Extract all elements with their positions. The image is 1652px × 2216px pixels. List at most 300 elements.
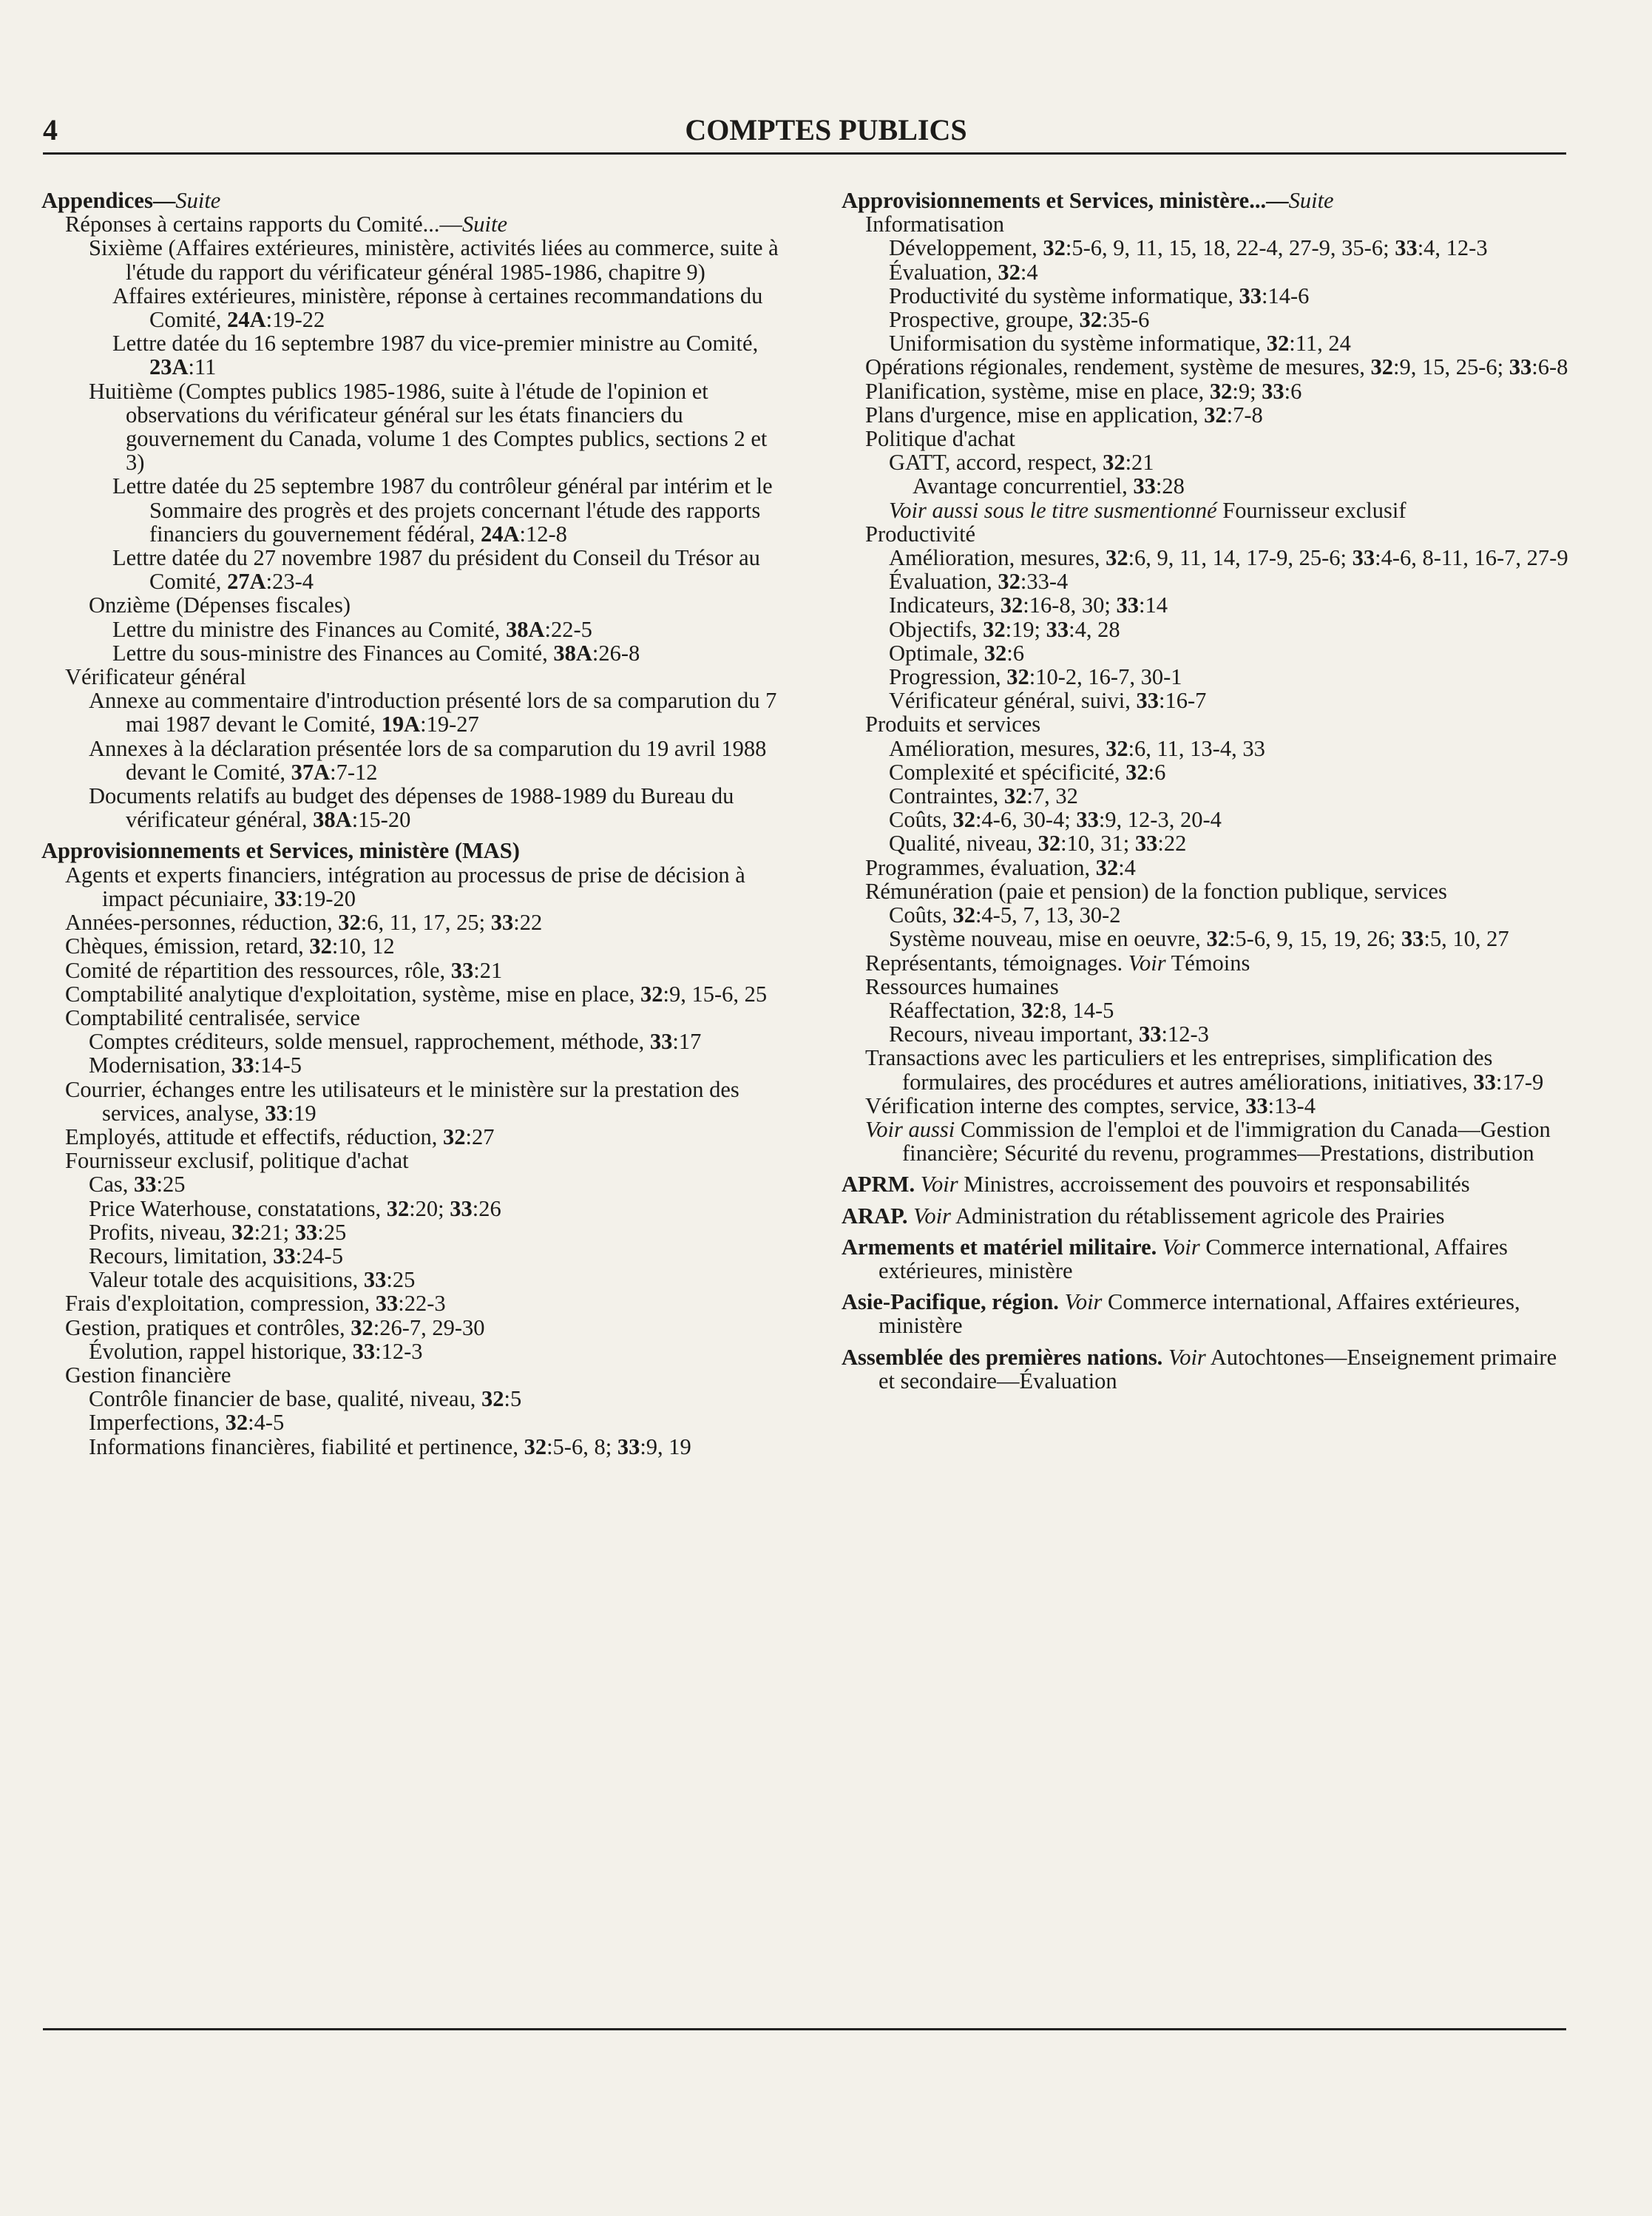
index-entry: [842, 308, 1574, 331]
index-text: Coûts,: [889, 807, 953, 833]
index-text: 33: [450, 957, 474, 983]
index-entry: [41, 737, 782, 784]
index-text: Approvisionnements et Services, ministère...—: [842, 188, 1289, 213]
index-text: :14: [1138, 592, 1168, 618]
index-text: :5, 10, 27: [1424, 926, 1509, 952]
index-entry: [842, 331, 1574, 355]
index-text: :19-27: [420, 712, 479, 737]
index-heading: [842, 1235, 1574, 1283]
index-text: :6, 9, 11, 14, 17-9, 25-6;: [1128, 545, 1353, 571]
index-text: :16-7: [1159, 688, 1207, 714]
index-text: Vérificateur général: [65, 664, 246, 690]
index-text: 33: [617, 1433, 640, 1459]
index-text: Développement,: [889, 235, 1043, 261]
index-text: :17-9: [1495, 1069, 1544, 1095]
index-text: :10, 12: [331, 933, 395, 959]
index-text: Courrier, échanges entre les utilisateurs et le ministère sur la prestation des services, analyse,: [65, 1076, 739, 1126]
index-entry: [842, 593, 1574, 617]
index-entry: [842, 379, 1574, 403]
index-text: Onzième (Dépenses fiscales): [89, 592, 351, 618]
index-text: Fournisseur exclusif, politique d'achat: [65, 1148, 409, 1174]
index-text: 32: [1037, 831, 1061, 857]
index-text: :27: [465, 1124, 495, 1149]
index-text: 32: [1370, 354, 1393, 380]
index-text: Affaires extérieures, ministère, réponse à certaines recommandations du Comité,: [112, 283, 763, 333]
index-text: Commerce international, Affaires extérieures, ministère: [879, 1234, 1508, 1283]
index-text: Assemblée des premières nations.: [842, 1344, 1168, 1370]
index-text: 32: [1006, 664, 1029, 690]
index-text: :26-8: [592, 640, 640, 666]
index-text: Comité de répartition des ressources, rôle,: [65, 957, 451, 983]
index-text: 32: [1206, 926, 1229, 952]
index-text: :6, 11, 17, 25;: [360, 910, 491, 936]
index-text: :6-8: [1531, 354, 1568, 380]
index-text: :33-4: [1020, 569, 1069, 595]
index-entry: [842, 450, 1574, 474]
index-text: Commission de l'emploi et de l'immigration du Canada—Gestion financière; Sécurité du revenu, programmes—Prestations, distribution: [902, 1116, 1551, 1166]
index-text: 33: [1262, 378, 1284, 404]
index-text: 33: [490, 910, 514, 936]
index-entry: [842, 712, 1574, 736]
index-text: :7-8: [1226, 402, 1263, 428]
index-entry: [842, 284, 1574, 308]
index-text: :25: [156, 1172, 186, 1197]
index-text: Prospective, groupe,: [889, 307, 1080, 333]
index-text: 33: [1239, 283, 1262, 308]
index-text: 33: [352, 1338, 376, 1364]
index-text: Voir: [913, 1203, 952, 1229]
index-text: Informations financières, fiabilité et pertinence,: [89, 1433, 524, 1459]
index-text: Rémunération (paie et pension) de la fonction publique, services: [865, 878, 1447, 904]
index-entry: [842, 618, 1574, 641]
index-entry: [842, 903, 1574, 927]
index-text: 33: [265, 1100, 288, 1126]
index-text: 32: [1106, 545, 1128, 571]
index-entry: [842, 927, 1574, 950]
index-text: Sixième (Affaires extérieures, ministère, activités liées au commerce, suite à l'étude du rapport du vérificateur général 1985-1986, chapitre 9): [89, 235, 779, 285]
index-text: Progression,: [889, 664, 1007, 690]
index-text: 32: [309, 933, 332, 959]
index-text: :14-6: [1262, 283, 1310, 308]
index-text: :11: [188, 354, 217, 380]
index-entry: [41, 1268, 782, 1291]
index-text: :19-22: [265, 307, 325, 333]
index-text: Vérification interne des comptes, service,: [865, 1092, 1246, 1118]
index-text: :28: [1155, 473, 1185, 499]
index-text: Contrôle financier de base, qualité, niveau,: [89, 1386, 482, 1412]
index-text: Cas,: [89, 1172, 134, 1197]
index-text: :6, 11, 13-4, 33: [1128, 735, 1265, 761]
index-text: :5: [504, 1386, 522, 1412]
index-text: 33: [1134, 831, 1158, 857]
index-entry: [842, 784, 1574, 808]
index-text: :24-5: [295, 1243, 343, 1269]
index-text: 33: [1401, 926, 1424, 952]
index-text: Suite: [175, 188, 221, 213]
index-text: Documents relatifs au budget des dépenses de 1988-1989 du Bureau du vérificateur général,: [89, 783, 734, 833]
index-text: :4-5, 7, 13, 30-2: [975, 902, 1121, 928]
index-entry: [41, 212, 782, 236]
index-entry: [41, 1291, 782, 1315]
index-text: Qualité, niveau,: [889, 831, 1038, 857]
index-entry: [842, 1022, 1574, 1046]
index-text: Productivité: [865, 521, 976, 547]
index-text: 24A: [480, 521, 520, 547]
index-entry: [41, 236, 782, 283]
index-text: 32: [952, 902, 975, 928]
index-text: Voir aussi sous le titre susmentionné: [889, 497, 1217, 523]
index-text: 32: [1079, 307, 1102, 333]
index-entry: [41, 1030, 782, 1053]
index-entry: [41, 1149, 782, 1172]
index-heading: [41, 839, 782, 862]
index-entry: [41, 1125, 782, 1149]
index-text: 33: [1133, 473, 1156, 499]
index-text: Appendices—: [41, 188, 176, 213]
index-text: 32: [952, 807, 975, 833]
index-text: :22-3: [398, 1291, 446, 1317]
index-text: Commerce international, Affaires extérieures, ministère: [879, 1289, 1520, 1339]
index-text: 32: [1266, 331, 1290, 357]
index-text: Profits, niveau,: [89, 1219, 232, 1245]
index-text: Autochtones—Enseignement primaire et secondaire—Évaluation: [879, 1344, 1557, 1394]
index-text: 33: [363, 1267, 387, 1293]
index-text: Contraintes,: [889, 783, 1004, 809]
index-text: Programmes, évaluation,: [865, 854, 1096, 880]
index-text: :4-5: [248, 1410, 285, 1436]
index-text: :7, 32: [1026, 783, 1078, 809]
index-text: Années-personnes, réduction,: [65, 910, 339, 936]
index-text: 38A: [505, 616, 545, 642]
index-text: Asie-Pacifique, région.: [842, 1289, 1065, 1315]
index-text: 33: [1352, 545, 1375, 571]
index-text: :5-6, 8;: [546, 1433, 617, 1459]
index-text: 32: [1000, 592, 1023, 618]
footer-rule: [43, 2028, 1566, 2030]
index-entry: [41, 1078, 782, 1125]
index-text: 33: [294, 1219, 318, 1245]
index-text: Approvisionnements et Services, ministère (MAS): [41, 838, 520, 864]
index-text: GATT, accord, respect,: [889, 450, 1103, 476]
index-entry: [842, 808, 1574, 831]
index-text: :13-4: [1267, 1092, 1316, 1118]
index-heading: [842, 1172, 1574, 1196]
index-text: :26: [472, 1195, 501, 1221]
index-entry: [842, 403, 1574, 427]
index-text: Modernisation,: [89, 1053, 232, 1078]
index-text: :23-4: [265, 569, 314, 595]
index-text: 24A: [227, 307, 266, 333]
index-text: 32: [998, 259, 1020, 285]
index-text: :22: [1157, 831, 1187, 857]
index-entry: [41, 1172, 782, 1196]
index-text: :22: [513, 910, 543, 936]
index-text: APRM.: [842, 1172, 921, 1197]
index-text: :9, 19: [640, 1433, 691, 1459]
index-text: Complexité et spécificité,: [889, 759, 1126, 785]
index-text: :4-6, 8-11, 16-7, 27-9: [1375, 545, 1568, 571]
index-text: 32: [481, 1386, 504, 1412]
index-entry: [842, 879, 1574, 903]
index-text: Informatisation: [865, 212, 1005, 237]
index-entry: [842, 499, 1574, 522]
index-text: 33: [649, 1029, 673, 1055]
index-text: Lettre datée du 25 septembre 1987 du contrôleur général par intérim et le Sommaire des progrès et des projets concernant l'étude des rapports financiers du gouvernement fédéral,: [112, 473, 773, 547]
index-text: :6: [1148, 759, 1166, 785]
index-entry: [41, 911, 782, 934]
index-text: :11, 24: [1289, 331, 1351, 357]
index-text: Vérificateur général, suivi,: [889, 688, 1137, 714]
index-text: 32: [1095, 854, 1119, 880]
index-entry: [41, 784, 782, 831]
index-text: Ministres, accroissement des pouvoirs et responsabilités: [958, 1172, 1470, 1197]
index-text: :6: [1006, 640, 1024, 666]
index-text: :12-3: [1161, 1021, 1209, 1047]
index-text: Transactions avec les particuliers et les entreprises, simplification des formulaires, des procédures et autres améliorations, initiatives,: [865, 1045, 1493, 1095]
index-text: :6: [1284, 378, 1302, 404]
index-text: 33: [375, 1291, 399, 1317]
index-text: 32: [338, 910, 361, 936]
index-entry: [842, 951, 1574, 975]
index-text: 32: [225, 1410, 248, 1436]
index-text: Huitième (Comptes publics 1985-1986, suite à l'étude de l'opinion et observations du vérificateur général sur les états financiers du gouvernement du Canada, volume 1 des Comptes publics, sections 2 et 3): [89, 378, 768, 476]
index-text: Comptabilité centralisée, service: [65, 1004, 360, 1030]
index-text: :26-7, 29-30: [373, 1314, 485, 1340]
index-text: 33: [134, 1172, 157, 1197]
index-text: Voir aussi: [865, 1116, 955, 1142]
index-text: :9, 15, 25-6;: [1393, 354, 1509, 380]
index-entry: [842, 212, 1574, 236]
index-text: :5-6, 9, 11, 15, 18, 22-4, 27-9, 35-6;: [1065, 235, 1395, 261]
index-text: 32: [1204, 402, 1227, 428]
index-text: 23A: [149, 354, 189, 380]
index-text: 32: [1103, 450, 1125, 476]
index-text: Objectifs,: [889, 616, 984, 642]
index-entry: [842, 522, 1574, 546]
index-text: 33: [1509, 354, 1532, 380]
index-entry: [41, 641, 782, 665]
index-text: :9, 12-3, 20-4: [1098, 807, 1222, 833]
index-entry: [41, 1197, 782, 1220]
index-text: Suite: [1288, 188, 1334, 213]
index-entry: [41, 689, 782, 736]
index-entry: [842, 427, 1574, 450]
index-text: 32: [1106, 735, 1128, 761]
index-text: 33: [274, 885, 297, 911]
index-text: Comptes créditeurs, solde mensuel, rapprochement, méthode,: [89, 1029, 650, 1055]
index-text: :22-5: [544, 616, 592, 642]
index-entry: [41, 331, 782, 379]
index-text: Système nouveau, mise en oeuvre,: [889, 926, 1207, 952]
index-text: :9;: [1232, 378, 1262, 404]
index-entry: [41, 1244, 782, 1268]
index-text: Voir: [1064, 1289, 1103, 1315]
index-text: :21;: [254, 1219, 295, 1245]
index-text: :4: [1020, 259, 1038, 285]
index-text: Recours, limitation,: [89, 1243, 274, 1269]
index-text: 32: [1003, 783, 1027, 809]
index-text: :25: [317, 1219, 347, 1245]
running-title: COMPTES PUBLICS: [685, 113, 967, 146]
index-entry: [41, 1006, 782, 1030]
index-text: 37A: [291, 759, 331, 785]
index-text: :35-6: [1102, 307, 1150, 333]
index-text: :19-20: [297, 885, 356, 911]
index-text: :10, 31;: [1060, 831, 1135, 857]
index-text: 32: [1043, 235, 1066, 261]
index-text: :15-20: [351, 807, 411, 833]
index-text: ARAP.: [842, 1203, 914, 1229]
index-text: Lettre datée du 16 septembre 1987 du vice-premier ministre au Comité,: [112, 331, 759, 357]
index-text: :9, 15-6, 25: [663, 981, 768, 1007]
index-text: 33: [273, 1243, 296, 1269]
index-text: :19: [287, 1100, 316, 1126]
index-text: :5-6, 9, 15, 19, 26;: [1228, 926, 1401, 952]
index-entry: [41, 593, 782, 617]
index-text: :12-8: [519, 521, 567, 547]
index-entry: [41, 284, 782, 331]
index-text: 33: [1076, 807, 1099, 833]
index-text: 32: [231, 1219, 254, 1245]
index-entry: [842, 831, 1574, 855]
index-entry: [41, 665, 782, 689]
index-entry: [842, 474, 1574, 498]
index-text: Évolution, rappel historique,: [89, 1338, 353, 1364]
index-heading: [842, 1345, 1574, 1393]
index-entry: [842, 260, 1574, 284]
index-text: 32: [524, 1433, 547, 1459]
index-text: Annexes à la déclaration présentée lors de sa comparution du 19 avril 1988 devant le Comité,: [89, 735, 767, 785]
index-text: 38A: [553, 640, 592, 666]
index-entry: [842, 355, 1574, 379]
index-text: :10-2, 16-7, 30-1: [1029, 664, 1182, 690]
index-text: Évaluation,: [889, 259, 998, 285]
index-entry: [41, 1316, 782, 1340]
index-heading: [41, 189, 782, 212]
index-heading: [842, 1290, 1574, 1337]
index-entry: [41, 934, 782, 958]
index-text: Planification, système, mise en place,: [865, 378, 1210, 404]
index-text: 33: [1138, 1021, 1162, 1047]
index-entry: [842, 546, 1574, 570]
index-text: Témoins: [1165, 950, 1250, 976]
page-number: 4: [43, 113, 58, 146]
index-text: 33: [1395, 235, 1418, 261]
index-text: Lettre du ministre des Finances au Comité,: [112, 616, 506, 642]
index-text: :17: [672, 1029, 702, 1055]
index-text: 19A: [381, 712, 421, 737]
index-text: Imperfections,: [89, 1410, 226, 1436]
index-text: Voir: [1128, 950, 1166, 976]
index-text: Coûts,: [889, 902, 953, 928]
index-text: Chèques, émission, retard,: [65, 933, 310, 959]
index-text: Représentants, témoignages.: [865, 950, 1128, 976]
index-text: 33: [1116, 592, 1139, 618]
index-text: :21: [1125, 450, 1154, 476]
index-text: Amélioration, mesures,: [889, 545, 1106, 571]
index-text: 32: [1209, 378, 1233, 404]
index-entry: [41, 863, 782, 911]
index-text: 32: [998, 569, 1020, 595]
index-text: 33: [1136, 688, 1160, 714]
index-text: :4: [1118, 854, 1136, 880]
index-text: Price Waterhouse, constatations,: [89, 1195, 387, 1221]
index-text: 33: [1046, 616, 1069, 642]
index-text: 32: [1125, 759, 1148, 785]
index-text: 32: [1020, 997, 1044, 1023]
index-text: 27A: [227, 569, 266, 595]
index-text: :12-3: [375, 1338, 423, 1364]
index-entry: [842, 856, 1574, 879]
index-column-right: [842, 189, 1574, 1393]
index-text: :16-8, 30;: [1023, 592, 1117, 618]
index-text: Administration du rétablissement agricole des Prairies: [951, 1203, 1445, 1229]
index-text: Gestion financière: [65, 1362, 231, 1388]
index-entry: [41, 1053, 782, 1077]
index-text: Voir: [920, 1172, 958, 1197]
index-entry: [842, 1094, 1574, 1118]
index-entry: [41, 474, 782, 546]
index-text: :4-6, 30-4;: [975, 807, 1077, 833]
index-text: :4, 12-3: [1417, 235, 1488, 261]
index-text: :20;: [409, 1195, 450, 1221]
index-text: :4, 28: [1069, 616, 1120, 642]
index-heading: [842, 1204, 1574, 1228]
index-text: Voir: [1162, 1234, 1200, 1260]
index-text: Optimale,: [889, 640, 984, 666]
index-text: Lettre du sous-ministre des Finances au Comité,: [112, 640, 554, 666]
index-text: Voir: [1168, 1344, 1206, 1370]
index-text: Opérations régionales, rendement, système de mesures,: [865, 354, 1371, 380]
index-text: Évaluation,: [889, 569, 998, 595]
index-text: :19;: [1005, 616, 1046, 642]
index-text: 32: [984, 640, 1007, 666]
index-text: Frais d'exploitation, compression,: [65, 1291, 376, 1317]
index-entry: [41, 618, 782, 641]
index-text: Annexe au commentaire d'introduction présenté lors de sa comparution du 7 mai 1987 devant le Comité,: [89, 688, 777, 737]
index-text: Employés, attitude et effectifs, réduction,: [65, 1124, 443, 1149]
index-text: Fournisseur exclusif: [1216, 497, 1406, 523]
index-entry: [842, 570, 1574, 593]
index-entry: [842, 641, 1574, 665]
index-column-left: [41, 189, 782, 1459]
index-entry: [842, 1046, 1574, 1093]
index-text: Réaffectation,: [889, 997, 1021, 1023]
index-entry: [842, 975, 1574, 999]
index-entry: [41, 1363, 782, 1387]
index-text: :21: [473, 957, 503, 983]
index-entry: [41, 1411, 782, 1434]
index-entry: [842, 760, 1574, 784]
index-entry: [41, 1340, 782, 1363]
index-text: :25: [386, 1267, 416, 1293]
index-entry: [842, 1118, 1574, 1165]
index-entry: [842, 999, 1574, 1022]
index-entry: [41, 379, 782, 475]
index-text: 32: [640, 981, 663, 1007]
index-text: Agents et experts financiers, intégration au processus de prise de décision à impact pécuniaire,: [65, 862, 745, 911]
index-text: 33: [231, 1053, 254, 1078]
index-text: Armements et matériel militaire.: [842, 1234, 1162, 1260]
index-text: Recours, niveau important,: [889, 1021, 1139, 1047]
index-text: Réponses à certains rapports du Comité...—: [65, 212, 463, 237]
index-text: Gestion, pratiques et contrôles,: [65, 1314, 351, 1340]
index-text: 32: [351, 1314, 373, 1340]
index-text: Avantage concurrentiel,: [913, 473, 1134, 499]
index-text: 32: [443, 1124, 466, 1149]
index-text: :7-12: [330, 759, 378, 785]
index-entry: [842, 665, 1574, 689]
